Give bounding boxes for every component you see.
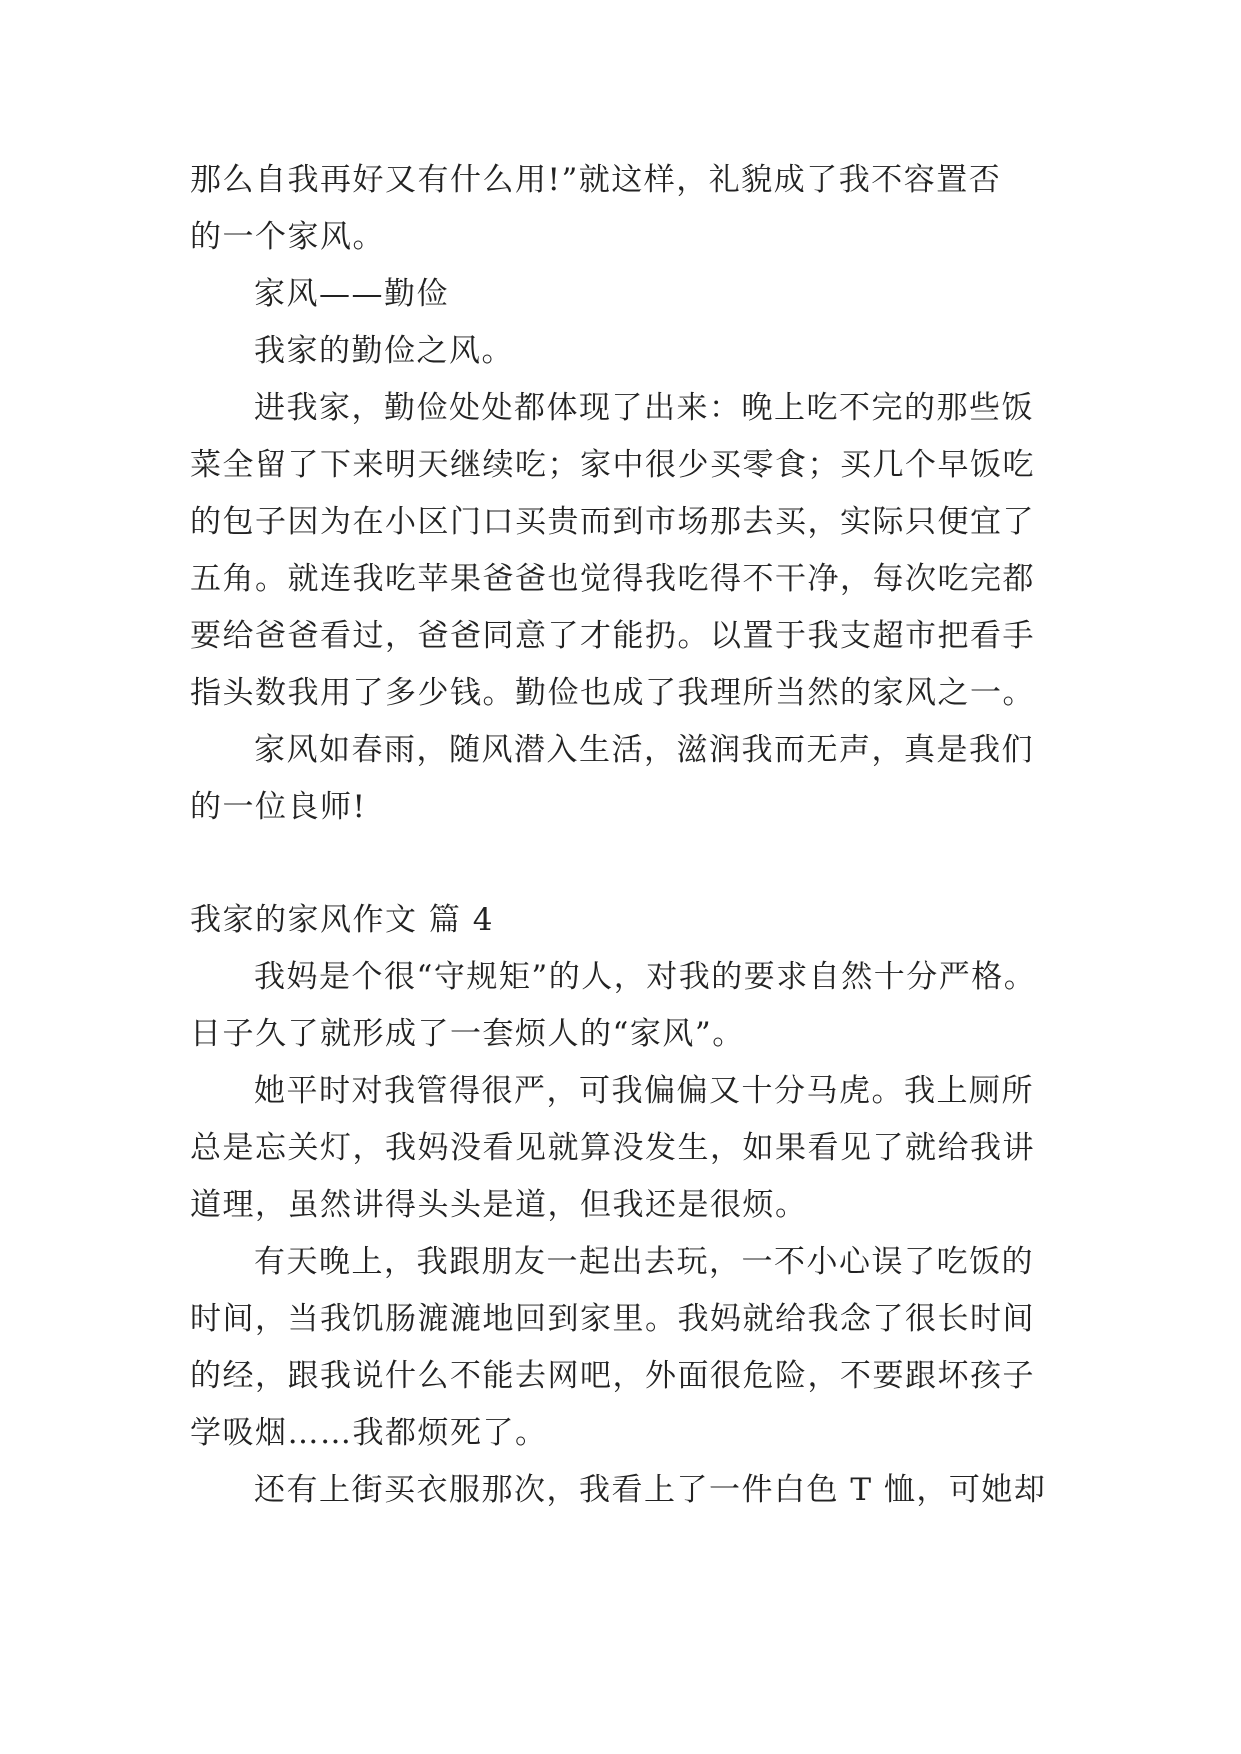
text-line: 总是忘关灯，我妈没看见就算没发生，如果看见了就给我讲 xyxy=(190,1130,1035,1166)
text-line: 日子久了就形成了一套烦人的“家风”。 xyxy=(190,1016,745,1052)
text-line: 进我家，勤俭处处都体现了出来：晚上吃不完的那些饭 xyxy=(254,390,1034,426)
text-line: 的一位良师! xyxy=(190,789,367,825)
section-heading: 我家的家风作文 篇 4 xyxy=(190,902,494,938)
text-line: 的一个家风。 xyxy=(190,219,385,255)
text-line: 那么自我再好又有什么用!”就这样，礼貌成了我不容置否 xyxy=(190,162,1002,198)
text-line: 的包子因为在小区门口买贵而到市场那去买，实际只便宜了 xyxy=(190,504,1035,540)
text-line: 要给爸爸看过，爸爸同意了才能扔。以置于我支超市把看手 xyxy=(190,618,1035,654)
text-line: 还有上街买衣服那次，我看上了一件白色 T 恤，可她却 xyxy=(254,1472,1047,1508)
text-line: 我家的勤俭之风。 xyxy=(254,333,514,369)
text-line: 道理，虽然讲得头头是道，但我还是很烦。 xyxy=(190,1187,808,1223)
text-line: 她平时对我管得很严，可我偏偏又十分马虎。我上厕所 xyxy=(254,1073,1034,1109)
text-line: 学吸烟……我都烦死了。 xyxy=(190,1415,548,1451)
text-line: 家风如春雨，随风潜入生活，滋润我而无声，真是我们 xyxy=(254,732,1034,768)
subheading-diligence: 家风——勤俭 xyxy=(254,276,449,312)
document-page xyxy=(190,152,1070,1519)
text-line: 的经，跟我说什么不能去网吧，外面很危险，不要跟坏孩子 xyxy=(190,1358,1035,1394)
section-spacer xyxy=(190,836,1070,892)
text-line: 有天晚上，我跟朋友一起出去玩，一不小心误了吃饭的 xyxy=(254,1244,1034,1280)
text-line: 我妈是个很“守规矩”的人，对我的要求自然十分严格。 xyxy=(254,959,1037,995)
text-line: 时间，当我饥肠漉漉地回到家里。我妈就给我念了很长时间 xyxy=(190,1301,1035,1337)
text-line: 五角。就连我吃苹果爸爸也觉得我吃得不干净，每次吃完都 xyxy=(190,561,1035,597)
text-line: 菜全留了下来明天继续吃；家中很少买零食；买几个早饭吃 xyxy=(190,447,1035,483)
text-line: 指头数我用了多少钱。勤俭也成了我理所当然的家风之一。 xyxy=(190,675,1035,711)
